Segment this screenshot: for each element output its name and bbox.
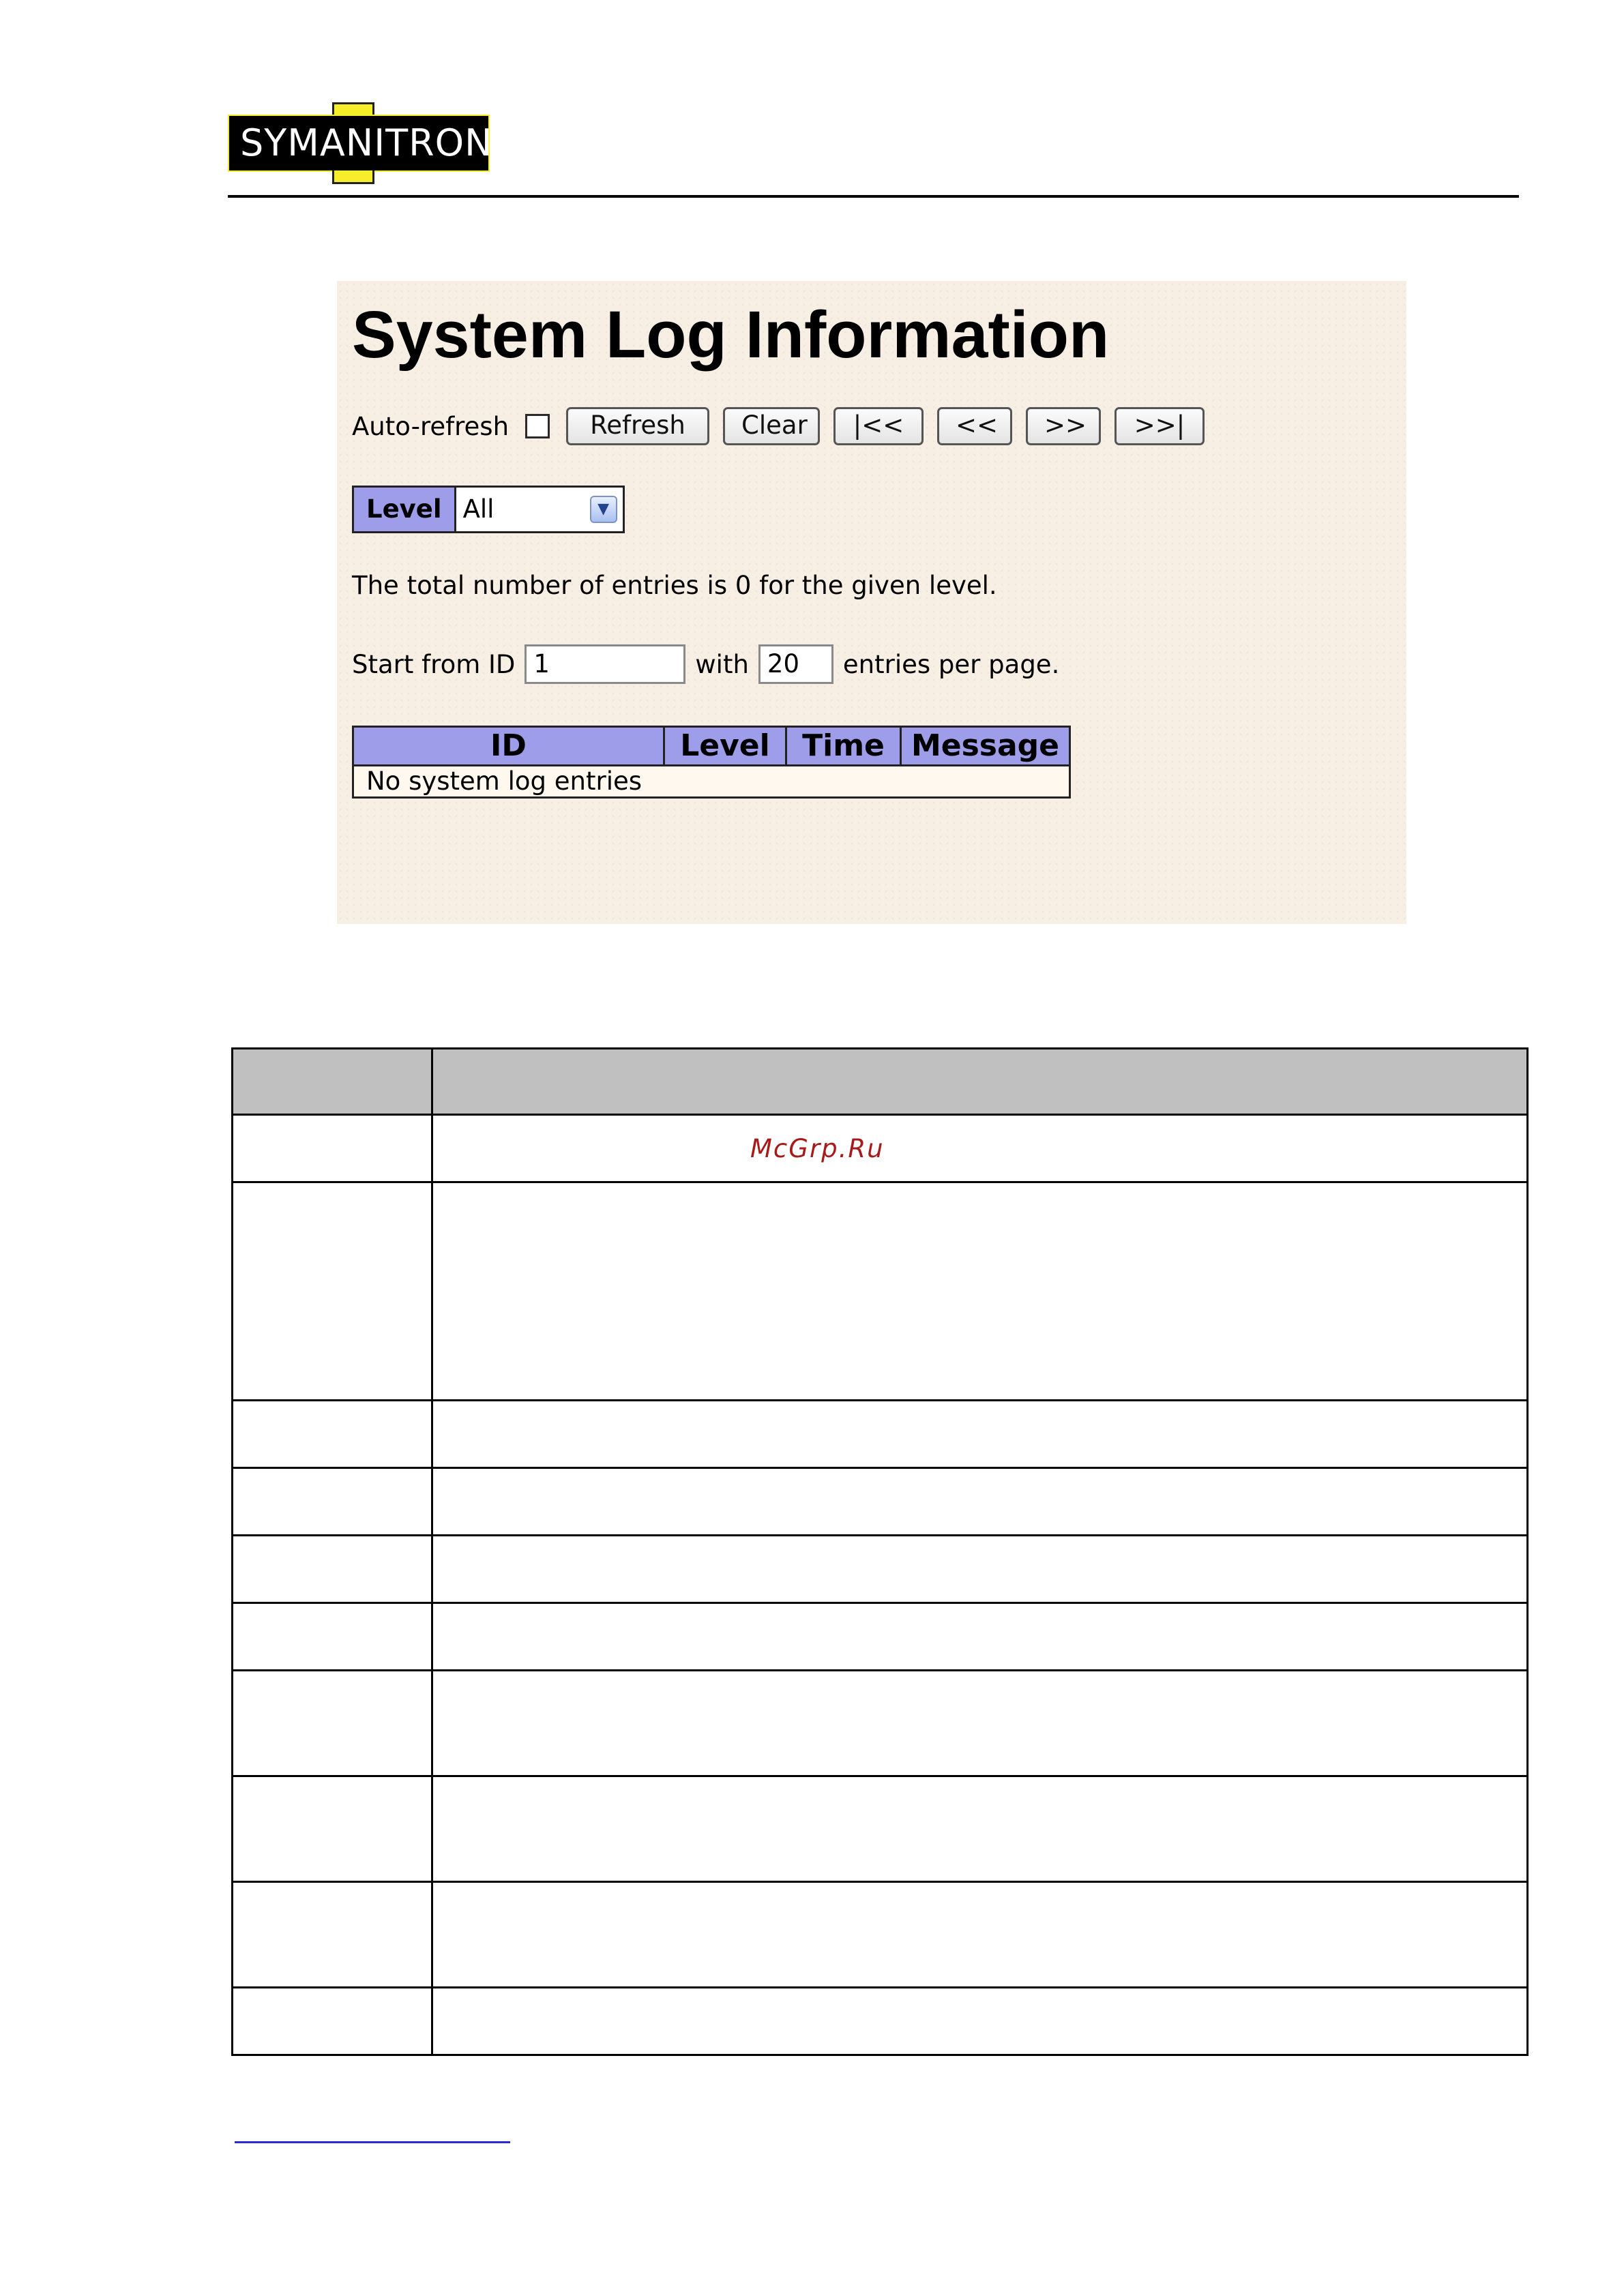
description-header-description [432, 1049, 1528, 1115]
logo-text: SYMANITRON [228, 115, 490, 172]
system-log-panel [337, 281, 1406, 924]
refresh-button[interactable]: Refresh [566, 407, 709, 445]
description-cell [432, 1182, 1528, 1401]
table-header-row [353, 727, 1070, 766]
description-cell [233, 1882, 432, 1988]
start-from-label: Start from ID [352, 649, 516, 679]
description-cell [233, 1468, 432, 1536]
clear-button[interactable]: Clear [723, 407, 820, 445]
logo-yellow-bar-top [332, 102, 374, 116]
toolbar [352, 406, 1218, 447]
column-header-level: Level [664, 727, 786, 766]
pagination-settings [352, 642, 1059, 686]
header-divider [228, 195, 1519, 198]
description-row [233, 1536, 1528, 1603]
description-row [233, 1603, 1528, 1671]
description-row [233, 1182, 1528, 1401]
logo-yellow-bar-bottom [332, 170, 374, 184]
entries-per-page-label: entries per page. [842, 649, 1060, 679]
description-cell [432, 1536, 1528, 1603]
description-header-row [233, 1049, 1528, 1115]
total-entries-text: The total number of entries is 0 for the given level. [352, 571, 997, 600]
description-cell [432, 1401, 1528, 1468]
description-cell [432, 1776, 1528, 1882]
with-label: with [695, 649, 749, 679]
page-title: System Log Information [352, 297, 1110, 372]
column-header-id: ID [353, 727, 664, 766]
next-page-button[interactable]: >> [1026, 407, 1101, 445]
description-cell [432, 1671, 1528, 1776]
description-row [233, 1401, 1528, 1468]
description-cell [233, 1671, 432, 1776]
description-cell [233, 1115, 432, 1182]
auto-refresh-checkbox[interactable] [525, 414, 550, 438]
description-row [233, 1671, 1528, 1776]
description-row [233, 1988, 1528, 2055]
description-row [233, 1882, 1528, 1988]
description-table [231, 1047, 1529, 2056]
description-cell [233, 1182, 432, 1401]
level-label: Level [354, 488, 456, 531]
description-cell [233, 1603, 432, 1671]
symanitron-logo [228, 102, 493, 184]
description-row [233, 1776, 1528, 1882]
description-row [233, 1115, 1528, 1182]
footnote-link-line[interactable] [235, 2141, 510, 2143]
description-cell [432, 1468, 1528, 1536]
description-row [233, 1468, 1528, 1536]
description-cell [432, 1988, 1528, 2055]
table-row [353, 766, 1070, 798]
description-cell [432, 1603, 1528, 1671]
auto-refresh-label: Auto-refresh [352, 411, 510, 441]
level-filter [352, 486, 625, 533]
system-log-table [352, 726, 1071, 799]
column-header-message: Message [901, 727, 1070, 766]
description-cell [233, 1988, 432, 2055]
chevron-down-icon[interactable]: ▼ [590, 496, 617, 523]
watermark-text: McGrp.Ru [432, 1115, 1528, 1182]
description-cell [233, 1776, 432, 1882]
level-select-value: All [462, 494, 494, 524]
description-header-object [233, 1049, 432, 1115]
column-header-time: Time [786, 727, 901, 766]
first-page-button[interactable]: |<< [833, 407, 924, 445]
last-page-button[interactable]: >>| [1114, 407, 1205, 445]
description-cell [432, 1882, 1528, 1988]
empty-log-message: No system log entries [353, 766, 1070, 798]
start-id-input[interactable]: 1 [525, 644, 685, 684]
previous-page-button[interactable]: << [937, 407, 1012, 445]
description-cell [233, 1536, 432, 1603]
level-select[interactable] [456, 488, 623, 531]
description-cell [233, 1401, 432, 1468]
entries-per-page-input[interactable]: 20 [758, 644, 833, 684]
